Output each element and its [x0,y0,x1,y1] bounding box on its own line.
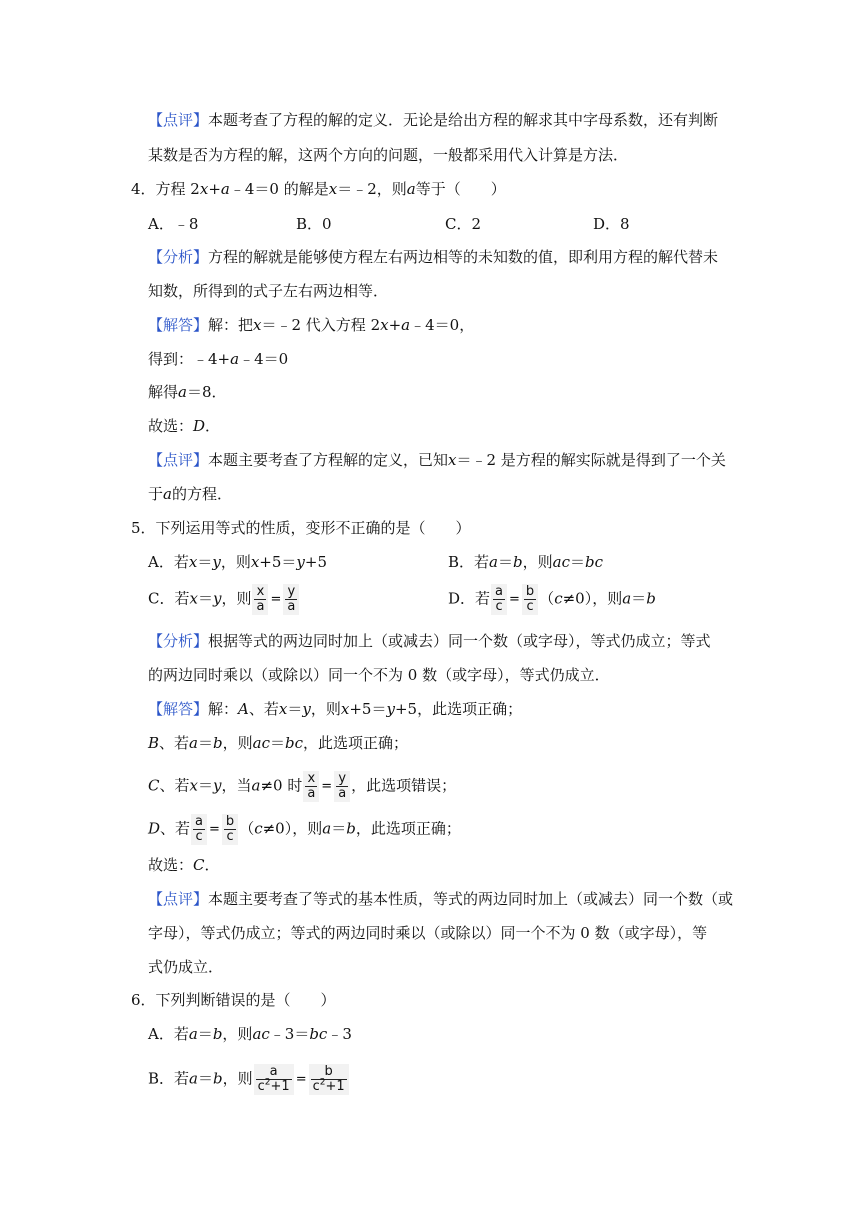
text: ＝ [197,553,213,571]
text: ＝﹣2 代入方程 2 [261,316,381,334]
q3-comment-text-1: 本题考查了方程的解的定义．无论是给出方程的解求其中字母系数，还有判断 [208,111,719,129]
var: x [278,700,288,718]
var: a [188,1025,198,1043]
q4-stem-var: a [220,180,230,198]
text: ，则 [522,553,553,571]
q5-answer-line-4 [148,814,461,845]
text: 、若 [160,819,191,838]
var: b [213,734,223,752]
var: B [148,734,160,752]
var: a [622,589,632,608]
den-base: c [257,1079,265,1094]
var: b [646,589,656,608]
q4-stem-text: 4．方程 2 [131,180,200,198]
q5-comment-line-2 [148,923,707,943]
equals-sign: = [209,821,220,837]
q5-comment-line-3 [148,957,223,977]
q4-answer-line-2 [148,349,288,369]
text: C．若 [148,589,190,608]
text: A．若 [148,1025,189,1043]
var: x [189,589,198,608]
q5-answer-line-3 [148,771,456,802]
text: ，则 [310,700,341,718]
text: ＝﹣2 是方程的解实际就是得到了一个关 [456,451,726,469]
text: 本题主要考查了方程解的定义，已知 [208,451,449,469]
var: ac [252,734,270,752]
q4-stem-var: a [406,180,416,198]
text: ＝ [331,819,347,838]
numerator: y [285,585,297,600]
den-exponent: 2 [319,1077,326,1088]
q5-option-a[interactable] [148,552,327,572]
q6-stem: 6．下列判断错误的是（ ） [131,991,336,1009]
fraction-x-over-a [303,771,319,802]
q6-option-a[interactable] [148,1024,352,1044]
answer-tag: 【解答】 [148,316,209,334]
text: B．若 [448,553,490,571]
var: y [212,553,221,571]
denominator: c [526,599,534,614]
var: bc [309,1025,328,1043]
var: D [193,417,206,435]
var: a [401,316,411,334]
denominator: a [307,786,316,801]
answer-tag: 【解答】 [148,700,209,718]
comment-tag: 【点评】 [148,890,209,908]
equals-sign: = [321,778,333,794]
var: a [489,553,498,571]
var: a [251,776,261,795]
equals-sign: = [295,1071,307,1087]
q5-analysis-line-1 [148,631,711,651]
text: ≠0），则 [262,819,323,838]
var: x [253,316,262,334]
text: +5 [304,553,328,571]
fraction-a-over-c2-plus-1 [254,1064,294,1095]
var: x [340,700,350,718]
q4-answer-line-4 [148,416,220,436]
q4-stem-var: x [328,180,338,198]
var: c [554,589,563,608]
numerator: y [336,772,348,787]
text: ，当 [221,776,252,795]
q3-comment-line-2 [148,145,628,165]
text: B．若 [148,1069,190,1088]
var: y [386,700,395,718]
numerator: b [525,584,535,599]
text: 故选： [148,856,194,874]
denominator: c [495,599,503,614]
q4-stem [131,179,506,199]
fraction-a-over-c [491,584,507,615]
q5-analysis-text-1: 根据等式的两边同时加上（或减去）同一个数（或字母），等式仍成立；等式 [208,632,711,650]
q5-stem: 5．下列运用等式的性质，变形不正确的是（ ） [131,519,471,537]
fraction-y-over-a [283,584,299,615]
var: a [178,383,187,401]
q4-answer-line-1 [148,315,474,335]
denominator: a [287,599,296,614]
denominator [311,1077,347,1094]
var: A [238,700,249,718]
text: 、若 [159,776,190,795]
q5-analysis-line-2 [148,665,610,685]
numerator: b [311,1065,347,1080]
numerator: x [254,585,266,600]
q5-analysis-text-2: 的两边同时乘以（或除以）同一个不为 0 数（或字母），等式仍成立． [148,666,610,684]
numerator: a [256,1065,292,1080]
var: b [513,553,523,571]
var: bc [584,553,603,571]
text: +5＝ [259,553,297,571]
numerator: a [495,584,503,599]
text: ＝ [269,734,285,752]
text: + [388,316,402,334]
text: ＝ [198,734,214,752]
text: +5，此选项正确； [394,700,523,718]
denominator [256,1077,292,1094]
text: ，此选项正确； [355,819,461,838]
text: 解得 [148,383,179,401]
var: x [380,316,389,334]
q6-option-b[interactable] [148,1064,350,1095]
var: y [212,589,222,608]
var: x [250,553,260,571]
q4-analysis-text-2: 知数，所得到的式子左右两边相等． [148,282,389,300]
q5-answer-line-2 [148,733,408,753]
q4-stem-text: ﹣4＝0 的解是 [229,180,329,198]
denominator: a [256,599,265,614]
q5-option-b[interactable] [448,552,603,572]
text: ﹣3 [327,1025,352,1043]
text: ＝ [197,589,213,608]
q4-stem-text: + [208,180,221,198]
comment-tag: 【点评】 [148,451,209,469]
q4-option-a[interactable]: A．﹣8 [148,215,199,233]
var: x [189,776,198,795]
q4-stem-var: x [199,180,209,198]
fraction-b-over-c2-plus-1 [309,1064,349,1095]
fraction-a-over-c [191,814,207,845]
var: a [189,1069,198,1088]
text: ，此选项正确； [303,734,409,752]
analysis-tag: 【分析】 [148,248,209,266]
text: ≠0 时 [260,776,303,795]
text: ，则 [220,553,251,571]
var: y [296,553,305,571]
den-tail: +1 [270,1079,290,1094]
text: 故选： [148,417,194,435]
text: ＝ [197,1069,213,1088]
text: A．若 [148,553,189,571]
var: a [163,485,172,503]
q4-option-c[interactable]: C．2 [445,215,482,233]
q4-answer-line-3 [148,382,227,402]
var: b [212,1025,223,1043]
var: x [188,553,198,571]
text: ＝ [497,553,513,571]
q5-comment-text-2: 字母），等式仍成立；等式的两边同时乘以（或除以）同一个不为 0 数（或字母），等 [148,924,708,942]
text: （ [239,819,255,838]
q5-comment-text-3: 式仍成立． [148,958,224,976]
var: ac [252,1025,270,1043]
numerator: a [195,814,204,829]
var: a [322,819,332,838]
q4-analysis-line-2 [148,281,388,301]
text: ＝8． [186,383,227,401]
fraction-b-over-c [522,584,538,615]
var: b [346,819,356,838]
text: ＝ [197,776,213,795]
den-exponent: 2 [264,1077,271,1088]
numerator: x [305,772,317,787]
den-tail: +1 [325,1079,345,1094]
q5-option-d[interactable] [448,584,656,615]
q5-comment-text-1: 本题主要考查了等式的基本性质，等式的两边同时加上（或减去）同一个数（或 [208,890,734,908]
var: C [193,856,205,874]
denominator: a [338,786,347,801]
numerator: b [225,814,235,829]
text: 、若 [248,700,279,718]
q4-comment-line-1 [148,450,726,470]
text: D．若 [448,589,491,608]
var: ac [552,553,570,571]
analysis-tag: 【分析】 [148,632,209,650]
q3-comment-text-2: 某数是否为方程的解，这两个方向的问题，一般都采用代入计算是方法． [148,146,629,164]
text: ． [204,856,220,874]
var: a [189,734,198,752]
text: 解：把 [208,316,254,334]
q5-answer-line-1 [148,699,522,719]
text: ，则 [222,1069,253,1088]
var: bc [285,734,304,752]
equals-sign: = [270,591,282,607]
text: ，则 [221,589,252,608]
text: ，则 [222,1025,253,1043]
text: 的方程． [171,485,232,503]
denominator: c [226,829,234,844]
text: 于 [148,485,164,503]
var: x [448,451,457,469]
var: a [230,350,240,368]
q5-comment-line-1 [148,889,733,909]
q5-answer-line-5 [148,855,220,875]
text: 得到：﹣4+ [148,350,231,368]
q4-option-b[interactable]: B．0 [296,215,332,233]
text: ＝ [197,1025,213,1043]
text: ≠0），则 [562,589,623,608]
q5-option-c[interactable] [148,584,300,615]
text: 、若 [159,734,190,752]
fraction-y-over-a [334,771,350,802]
text: ＝ [569,553,585,571]
q4-stem-text: ＝﹣2，则 [337,180,407,198]
q4-comment-line-2 [148,484,232,504]
q3-comment-line-1 [148,110,718,130]
var: c [254,819,263,838]
den-base: c [312,1079,320,1094]
var: y [212,776,222,795]
var: D [148,819,161,838]
var: b [213,1069,223,1088]
text: ＝ [631,589,647,608]
text: ＝ [287,700,303,718]
text: +5＝ [349,700,387,718]
text: ，此选项错误； [351,776,457,795]
fraction-x-over-a [252,584,268,615]
denominator: c [195,829,203,844]
q4-option-d[interactable]: D．8 [593,215,630,233]
fraction-b-over-c [222,814,238,845]
q4-analysis-line-1 [148,247,718,267]
text: 解： [208,700,239,718]
equals-sign: = [509,591,520,607]
text: ﹣3＝ [269,1025,310,1043]
text: ． [205,417,221,435]
q4-analysis-text-1: 方程的解就是能够使方程左右两边相等的未知数的值，即利用方程的解代替未 [208,248,719,266]
text: （ [539,589,555,608]
q4-stem-text: 等于（ ） [415,180,506,198]
var: C [148,776,160,795]
text: ，则 [222,734,253,752]
comment-tag: 【点评】 [148,111,209,129]
text: ﹣4＝0， [410,316,475,334]
text: ﹣4＝0 [239,350,289,368]
var: y [302,700,311,718]
